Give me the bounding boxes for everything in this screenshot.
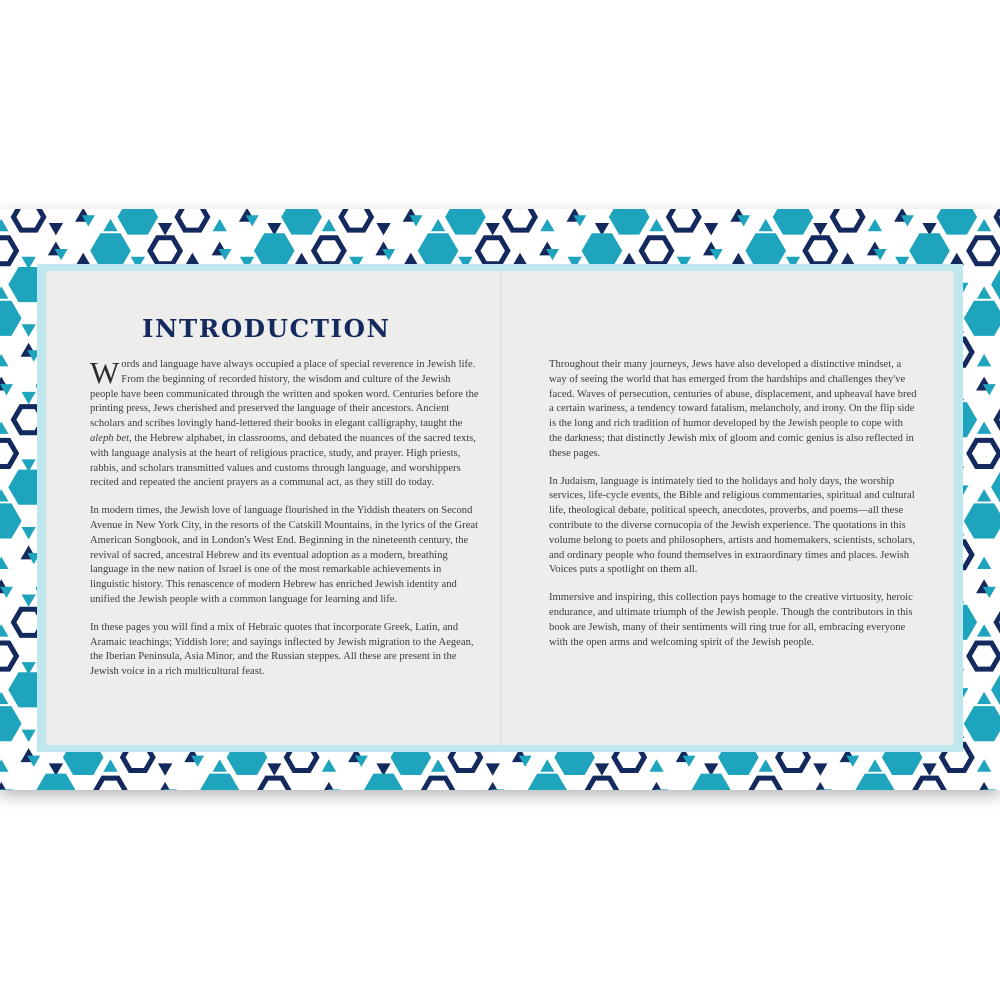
text-panel — [46, 271, 954, 745]
paragraph — [90, 355, 480, 491]
paragraph: Throughout their many journeys, Jews have also developed a distinctive mindset, a way of seeing the world that has emerged from the hardships and challenges they've faced. Waves of persecution, centuries of abuse, displacement, and upheaval have bred a certain wariness, a tendency toward fatalism, melancholy, and irony. On the flip side is the long and rich tradition of humor developed by the Jewish people to cope with the darkness; that distinctly Jewish mix of gloom and comic genius is also reflected in these pages. — [549, 359, 917, 459]
paragraph: Immersive and inspiring, this collection pays homage to the creative virtuosity, heroic endurance, and ultimate triumph of the Jewish people. Though the contributors in this book are Jewish, many of their sentiments will ring true for all, embracing everyone with the open arms and welcoming spirit of the Jewish people. — [549, 592, 913, 648]
paragraph-text: the Hebrew alphabet, in classrooms, and debated the nuances of the sacred texts, with language analysis at the heart of religious practice, study, and prayer. High priests, rabbis, and scholars transmitted values and customs through language, and worshippers recited and repeated the ancient prayers as a communal act, as they still do today. — [90, 432, 476, 489]
paragraph: In Judaism, language is intimately tied to the holidays and holy days, the worship services, life-cycle events, the Bible and religious commentaries, spiritual and cultural life, theological debate, political speech, anecdotes, proverbs, and poems—all these contribute to the diverse cornucopia of the Jewish experience. The quotations in this volume belong to poets and philosophers, artists and homemakers, scientists, scholars, and ordinary people who found themselves in extraordinary times and places. Jewish Voices puts a spotlight on them all. — [549, 475, 916, 576]
drop-cap: W — [90, 355, 120, 390]
page-gutter — [500, 271, 502, 745]
page-title: INTRODUCTION — [142, 314, 391, 343]
paragraph: In modern times, the Jewish love of language flourished in the Yiddish theaters on Second Avenue in New York City, in the resorts of the Catskill Mountains, in the lyrics of the Great American Songbook, and in London's West End. Beginning in the nineteenth century, the revival of sacred, ancestral Hebrew and its eventual adoption as a modern, breathing language in the new nation of Israel is one of the most remarkable achievements in linguistic history. This renascence of modern Hebrew has enriched Jewish identity and unified the Jewish people with a common language for learning and life. — [90, 505, 479, 605]
italic-term: aleph bet, — [90, 432, 132, 444]
paragraph: In these pages you will find a mix of Hebraic quotes that incorporate Greek, Latin, and Aramaic teachings; Yiddish lore; and sayings inflected by Jewish migration to the Aegean, the Iberian Peninsula, Asia Minor, and the Russian steppes. All these are present in the Jewish voice in a rich multicultural feast. — [90, 621, 474, 678]
left-column — [90, 355, 480, 693]
paragraph-text: ords and language have always occupied a place of special reverence in Jewish life. From the beginning of recorded history, the wisdom and culture of the Jewish people have been communicated through the written and spoken word. Centuries before the printing press, Jews cherished and preserved the language of their ancestors. Ancient scholars and scribes lovingly hand-lettered their books in elegant calligraphy, taught the — [90, 359, 479, 430]
right-column — [549, 358, 917, 663]
book-spread — [0, 209, 1000, 790]
